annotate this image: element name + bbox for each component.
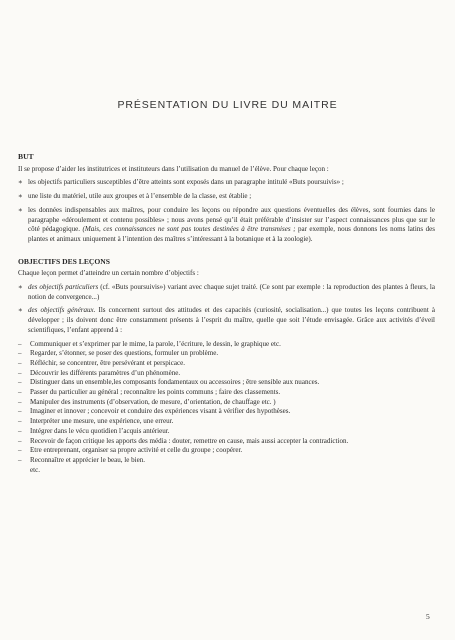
asterisk-icon: ∗ xyxy=(18,283,23,292)
section-heading-but: BUT xyxy=(18,152,34,161)
list-item: – Interpréter une mesure, une expérience, une erreur. xyxy=(18,417,174,426)
objectifs-list xyxy=(18,283,435,336)
list-item xyxy=(18,466,435,476)
page-number: 5 xyxy=(426,612,430,621)
asterisk-icon: ∗ xyxy=(18,205,23,214)
dash-icon: – xyxy=(18,388,22,397)
list-item: – Regarder, s’étonner, se poser des questions, formuler un problème. xyxy=(18,349,219,358)
list-item: – Communiquer et s’exprimer par le mime, la parole, l’écriture, le dessin, le graphique etc. xyxy=(18,339,281,348)
dash-icon: – xyxy=(18,436,22,445)
main-content xyxy=(18,152,435,475)
but-list xyxy=(18,178,435,244)
capacities-list xyxy=(18,340,435,476)
italic-note: (Mais, ces connaissances ne sont pas toutes destinées à être transmises ; xyxy=(82,225,296,234)
list-item: ∗ les objectifs particuliers susceptibles d’être atteints sont exposés dans un paragraphe intitulé «Buts poursuivis» ; xyxy=(18,178,344,187)
dash-icon: – xyxy=(18,446,22,455)
dash-icon: – xyxy=(18,349,22,358)
dash-icon: – xyxy=(18,455,22,464)
but-intro: Il se propose d’aider les institutrices et instituteurs dans l’utilisation du manuel de l’élève. Pour chaque leçon : xyxy=(18,164,329,173)
asterisk-icon: ∗ xyxy=(18,306,23,315)
list-item: – Intégrer dans le vécu quotidien l’acquis antérieur. xyxy=(18,426,170,435)
dash-icon: – xyxy=(18,397,22,406)
list-item: – Distinguer dans un ensemble,les composants fondamentaux ou accessoires ; être sensible aux nuances. xyxy=(18,378,320,387)
list-item: – Etre entreprenant, organiser sa propre activité et celle du groupe ; coopérer. xyxy=(18,446,243,455)
dash-icon: – xyxy=(18,368,22,377)
asterisk-icon: ∗ xyxy=(18,178,23,187)
list-item: – Découvrir les différents paramètres d’un phénomène. xyxy=(18,368,181,377)
list-item: ∗ une liste du matériel, utile aux groupes et à l’ensemble de la classe, est établie ; xyxy=(18,192,252,201)
list-item: – Reconnaître et apprécier le beau, le bien. xyxy=(18,455,146,464)
page-title: PRÉSENTATION DU LIVRE DU MAITRE xyxy=(117,99,338,111)
list-item: – Imaginer et innover ; concevoir et conduire des expériences visant à vérifier des hypothèses. xyxy=(18,407,291,416)
list-item: – Manipuler des instruments (d’observation, de mesure, d’orientation, de chauffage etc. ) xyxy=(18,397,276,406)
dash-icon: – xyxy=(18,358,22,367)
dash-icon: – xyxy=(18,339,22,348)
dash-icon: – xyxy=(18,426,22,435)
section-heading-objectifs: OBJECTIFS DES LEÇONS xyxy=(18,256,110,266)
list-item: ∗ les données indispensables aux maîtres, pour conduire les leçons ou répondre aux questions éventuelles des élèves, sont fournies dans le paragraphe «déroulement et contenu possibles» ; nous avons pensé qu’il était préférable d’insister sur l’aspect connaissances plus que sur le côté pédagogique. (Mais, ces connaissances ne sont pas toutes destinées à être transmises ; par exemple, nous donnons les noms latins des plantes et animaux uniquement à l’intention des maîtres s’intéressant à la botanique et à la zoologie). xyxy=(18,205,435,243)
dash-icon: – xyxy=(18,378,22,387)
objectifs-intro: Chaque leçon permet d’atteindre un certain nombre d’objectifs : xyxy=(18,269,199,278)
list-item: ∗ des objectifs particuliers (cf. «Buts poursuivis») variant avec chaque sujet traité. (Ce sont par exemple : la reproduction des plantes à fleurs, la notion de convergence...) xyxy=(18,283,436,301)
dash-icon: – xyxy=(18,407,22,416)
list-closing: etc. xyxy=(30,465,40,474)
list-item: – Passer du particulier au général ; reconnaître les points communs ; faire des classements. xyxy=(18,388,281,397)
list-item: ∗ des objectifs généraux. Ils concernent surtout des attitudes et des capacités (curiosité, socialisation...) que toutes les leçons contribuent à développer ; ils doivent donc être constamment présents à l’esprit du maître, quelle que soit l’étude envisagée. Grâce aux activités d’éveil scientifiques, l’enfant apprend à : xyxy=(18,306,435,334)
list-item: – Réfléchir, se concentrer, être persévérant et perspicace. xyxy=(18,358,185,367)
asterisk-icon: ∗ xyxy=(18,192,23,201)
dash-icon: – xyxy=(18,417,22,426)
list-item: – Recevoir de façon critique les apports des média : douter, remettre en cause, mais aussi accepter la contradiction. xyxy=(18,436,349,445)
